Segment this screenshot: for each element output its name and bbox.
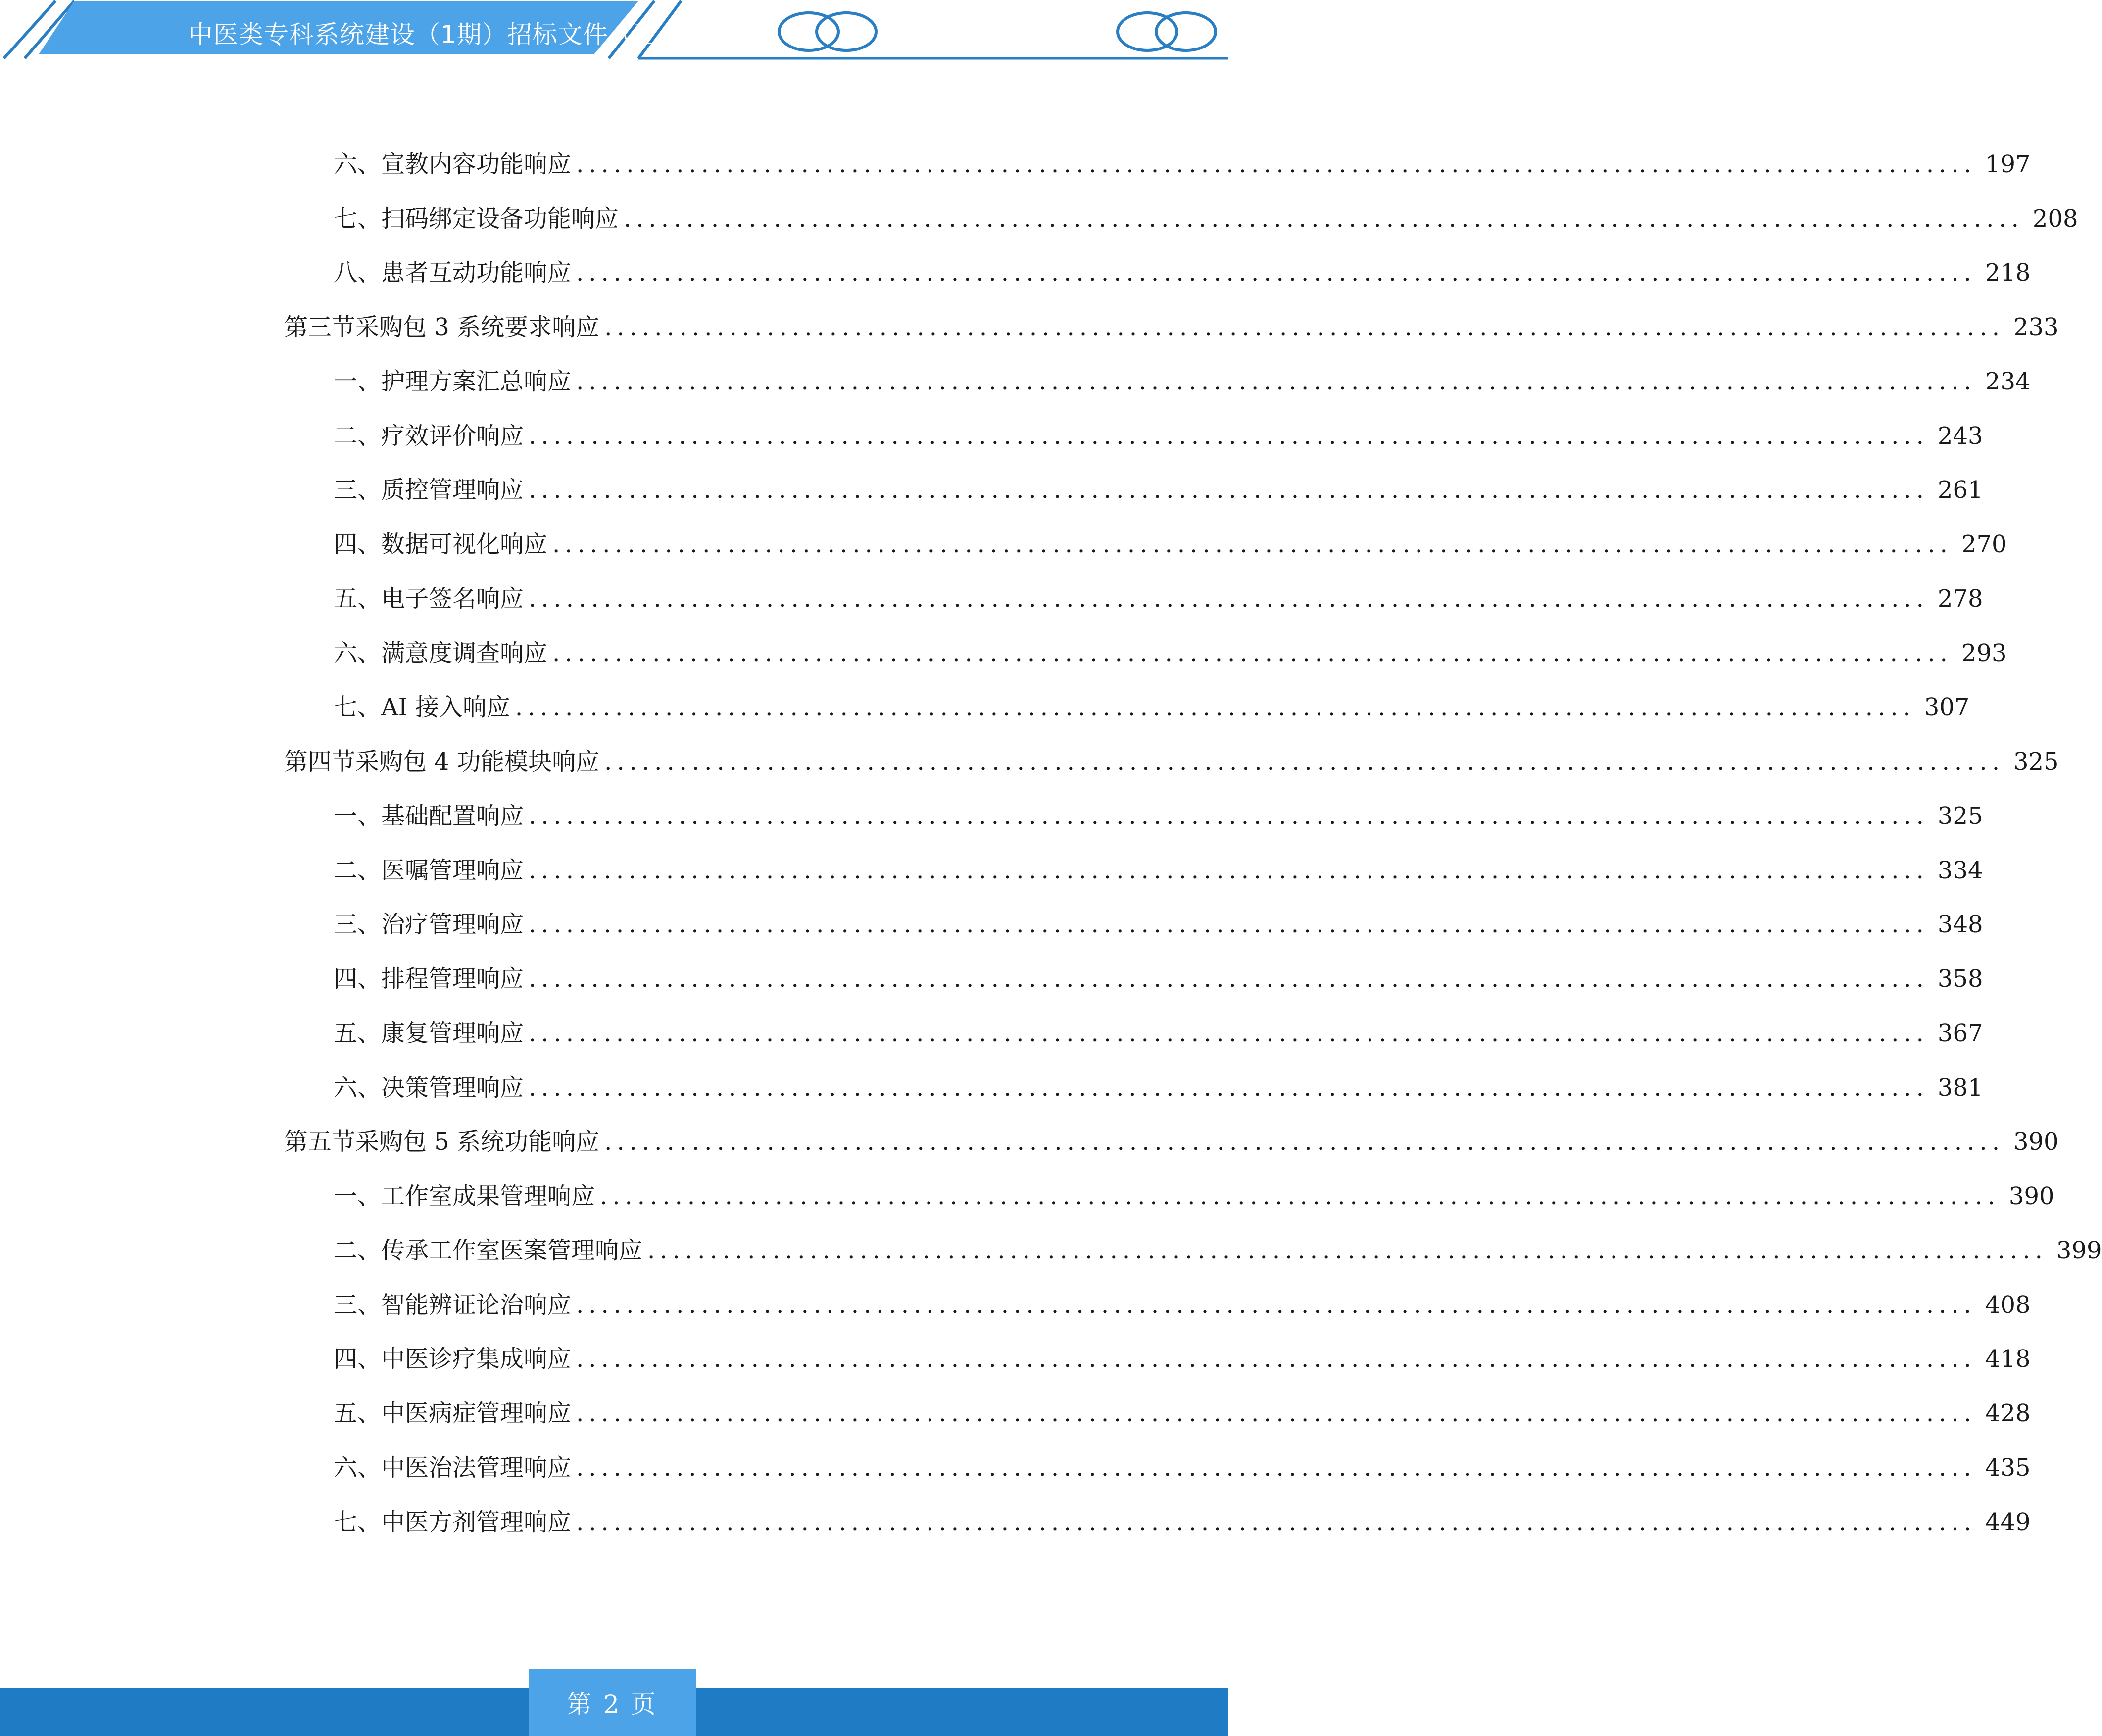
toc-entry-title: 工作室成果管理响应 bbox=[381, 1182, 595, 1210]
toc-entry-title: 护理方案汇总响应 bbox=[381, 368, 572, 395]
toc-entry-page: 208 bbox=[2032, 205, 2078, 233]
toc-entry-number: 五、 bbox=[334, 1399, 382, 1427]
toc-entry-title: 康复管理响应 bbox=[381, 1019, 524, 1047]
toc-entry-page: 261 bbox=[1937, 476, 1983, 504]
toc-leader-dots: ................................................................................................................ bbox=[604, 748, 2004, 775]
toc-entry-page: 325 bbox=[2013, 748, 2059, 775]
toc-leader-dots: ................................................................................................................ bbox=[576, 150, 1976, 178]
toc-entry-number: 七、 bbox=[334, 693, 382, 721]
toc-entry-title: 采购包 5 系统功能响应 bbox=[355, 1128, 600, 1156]
rings-logo-icon bbox=[1118, 13, 1216, 50]
toc-entry-title: 排程管理响应 bbox=[381, 965, 524, 993]
toc-entry-title: 中医诊疗集成响应 bbox=[381, 1345, 572, 1373]
toc-entry-title: 中医方剂管理响应 bbox=[381, 1508, 572, 1536]
toc-entry[interactable] bbox=[334, 1285, 2031, 1325]
toc-entry-number: 一、 bbox=[334, 802, 382, 830]
toc-leader-dots: ................................................................................................................ bbox=[604, 1128, 2004, 1156]
toc-entry-number: 三、 bbox=[334, 476, 382, 504]
document-title: 中医类专科系统建设（1期）招标文件（正 bbox=[188, 20, 659, 49]
toc-entry-number: 六、 bbox=[334, 639, 382, 667]
toc-entry-title: 扫码绑定设备功能响应 bbox=[381, 205, 619, 233]
toc-entry-number: 四、 bbox=[334, 530, 382, 558]
toc-section-entry[interactable] bbox=[284, 1122, 2059, 1161]
toc-entry[interactable] bbox=[334, 851, 1983, 890]
toc-leader-dots: ................................................................................................................ bbox=[529, 802, 1929, 830]
toc-section-entry[interactable] bbox=[284, 742, 2059, 781]
toc-entry[interactable] bbox=[334, 687, 1970, 727]
toc-leader-dots: ................................................................................................................ bbox=[624, 205, 2024, 233]
toc-entry[interactable] bbox=[334, 362, 2031, 401]
toc-entry[interactable] bbox=[334, 253, 2031, 292]
toc-entry[interactable] bbox=[334, 1176, 2054, 1216]
toc-leader-dots: ................................................................................................................ bbox=[576, 368, 1976, 395]
toc-leader-dots: ................................................................................................................ bbox=[529, 585, 1929, 613]
toc-entry-number: 二、 bbox=[334, 422, 382, 450]
toc-entry-number: 八、 bbox=[334, 259, 382, 287]
toc-section-entry[interactable] bbox=[284, 307, 2059, 347]
toc-leader-dots: ................................................................................................................ bbox=[576, 259, 1976, 287]
toc-entry-number: 第五节 bbox=[284, 1128, 356, 1156]
toc-entry-title: AI 接入响应 bbox=[381, 693, 510, 721]
toc-entry-title: 智能辨证论治响应 bbox=[381, 1291, 572, 1319]
toc-leader-dots: ................................................................................................................ bbox=[529, 965, 1929, 993]
toc-leader-dots: ................................................................................................................ bbox=[604, 313, 2004, 341]
toc-entry[interactable] bbox=[334, 1502, 2031, 1542]
toc-entry[interactable] bbox=[334, 633, 2007, 673]
toc-entry-page: 293 bbox=[1961, 639, 2007, 667]
toc-entry[interactable] bbox=[334, 1394, 2031, 1433]
toc-entry-number: 五、 bbox=[334, 1019, 382, 1047]
toc-entry[interactable] bbox=[334, 1339, 2031, 1379]
toc-entry-title: 中医治法管理响应 bbox=[381, 1454, 572, 1482]
toc-leader-dots: ................................................................................................................ bbox=[576, 1508, 1976, 1536]
toc-leader-dots: ................................................................................................................ bbox=[647, 1237, 2048, 1264]
toc-entry-title: 数据可视化响应 bbox=[381, 530, 548, 558]
toc-entry-number: 七、 bbox=[334, 205, 382, 233]
toc-leader-dots: ................................................................................................................ bbox=[576, 1399, 1976, 1427]
toc-leader-dots: ................................................................................................................ bbox=[600, 1182, 2000, 1210]
toc-entry-page: 428 bbox=[1985, 1399, 2031, 1427]
toc-entry-page: 390 bbox=[2013, 1128, 2059, 1156]
rings-logo-icon bbox=[779, 13, 876, 50]
toc-entry-page: 381 bbox=[1937, 1074, 1983, 1102]
page-header bbox=[0, 0, 1228, 64]
toc-entry-title: 采购包 4 功能模块响应 bbox=[355, 748, 600, 775]
toc-entry[interactable] bbox=[334, 470, 1983, 510]
toc-entry-number: 二、 bbox=[334, 857, 382, 884]
toc-entry-page: 218 bbox=[1985, 259, 2031, 287]
toc-entry-title: 宣教内容功能响应 bbox=[381, 150, 572, 178]
toc-leader-dots: ................................................................................................................ bbox=[529, 422, 1929, 450]
toc-entry-page: 399 bbox=[2056, 1237, 2102, 1264]
toc-entry[interactable] bbox=[334, 145, 2031, 184]
toc-entry-title: 传承工作室医案管理响应 bbox=[381, 1237, 643, 1264]
toc-entry-title: 采购包 3 系统要求响应 bbox=[355, 313, 600, 341]
toc-entry-title: 治疗管理响应 bbox=[381, 911, 524, 938]
toc-entry[interactable] bbox=[334, 1013, 1983, 1053]
toc-entry-title: 医嘱管理响应 bbox=[381, 857, 524, 884]
toc-entry-number: 四、 bbox=[334, 965, 382, 993]
toc-entry[interactable] bbox=[334, 199, 2078, 239]
toc-entry-page: 367 bbox=[1937, 1019, 1983, 1047]
toc-entry[interactable] bbox=[334, 905, 1983, 944]
toc-entry[interactable] bbox=[334, 1448, 2031, 1488]
toc-leader-dots: ................................................................................................................ bbox=[515, 693, 1915, 721]
toc-entry-title: 患者互动功能响应 bbox=[381, 259, 572, 287]
toc-entry-page: 334 bbox=[1937, 857, 1983, 884]
toc-entry-number: 七、 bbox=[334, 1508, 382, 1536]
toc-leader-dots: ................................................................................................................ bbox=[576, 1345, 1976, 1373]
toc-entry-title: 决策管理响应 bbox=[381, 1074, 524, 1102]
toc-entry-page: 197 bbox=[1985, 150, 2031, 178]
toc-entry-page: 325 bbox=[1937, 802, 1983, 830]
toc-entry[interactable] bbox=[334, 1231, 2102, 1270]
toc-entry-number: 五、 bbox=[334, 585, 382, 613]
toc-entry[interactable] bbox=[334, 525, 2007, 564]
toc-leader-dots: ................................................................................................................ bbox=[529, 476, 1929, 504]
toc-entry-number: 一、 bbox=[334, 1182, 382, 1210]
toc-entry[interactable] bbox=[334, 416, 1983, 456]
toc-entry-number: 三、 bbox=[334, 911, 382, 938]
toc-entry-number: 四、 bbox=[334, 1345, 382, 1373]
toc-entry-page: 307 bbox=[1924, 693, 1970, 721]
toc-leader-dots: ................................................................................................................ bbox=[529, 1019, 1929, 1047]
toc-entry-title: 基础配置响应 bbox=[381, 802, 524, 830]
toc-leader-dots: ................................................................................................................ bbox=[552, 639, 1953, 667]
toc-entry-number: 三、 bbox=[334, 1291, 382, 1319]
toc-leader-dots: ................................................................................................................ bbox=[529, 1074, 1929, 1102]
toc-entry-number: 一、 bbox=[334, 368, 382, 395]
toc-entry-page: 243 bbox=[1937, 422, 1983, 450]
toc-entry[interactable] bbox=[334, 579, 1983, 619]
toc-entry-page: 435 bbox=[1985, 1454, 2031, 1482]
toc-entry-title: 中医病症管理响应 bbox=[381, 1399, 572, 1427]
toc-entry-page: 348 bbox=[1937, 911, 1983, 938]
toc-entry-page: 233 bbox=[2013, 313, 2059, 341]
toc-entry[interactable] bbox=[334, 959, 1983, 999]
toc-entry-page: 408 bbox=[1985, 1291, 2031, 1319]
toc-leader-dots: ................................................................................................................ bbox=[576, 1291, 1976, 1319]
toc-entry-title: 质控管理响应 bbox=[381, 476, 524, 504]
toc-entry-page: 278 bbox=[1937, 585, 1983, 613]
toc-entry-page: 234 bbox=[1985, 368, 2031, 395]
toc-entry-title: 电子签名响应 bbox=[381, 585, 524, 613]
toc-entry-number: 六、 bbox=[334, 150, 382, 178]
toc-entry-title: 满意度调查响应 bbox=[381, 639, 548, 667]
toc-entry-page: 270 bbox=[1961, 530, 2007, 558]
toc-entry-number: 六、 bbox=[334, 1074, 382, 1102]
toc-leader-dots: ................................................................................................................ bbox=[552, 530, 1953, 558]
toc-leader-dots: ................................................................................................................ bbox=[529, 857, 1929, 884]
toc-entry-number: 第三节 bbox=[284, 313, 356, 341]
toc-leader-dots: ................................................................................................................ bbox=[576, 1454, 1976, 1482]
toc-entry-title: 疗效评价响应 bbox=[381, 422, 524, 450]
toc-leader-dots: ................................................................................................................ bbox=[529, 911, 1929, 938]
page-number: 第 2 页 bbox=[529, 1669, 696, 1736]
toc-entry-page: 449 bbox=[1985, 1508, 2031, 1536]
toc-entry-page: 418 bbox=[1985, 1345, 2031, 1373]
toc-entry-number: 六、 bbox=[334, 1454, 382, 1482]
toc-entry[interactable] bbox=[334, 796, 1983, 836]
toc-entry-page: 358 bbox=[1937, 965, 1983, 993]
toc-entry-number: 第四节 bbox=[284, 748, 356, 775]
toc-entry-number: 二、 bbox=[334, 1237, 382, 1264]
toc-entry-page: 390 bbox=[2008, 1182, 2054, 1210]
toc-entry[interactable] bbox=[334, 1068, 1983, 1108]
